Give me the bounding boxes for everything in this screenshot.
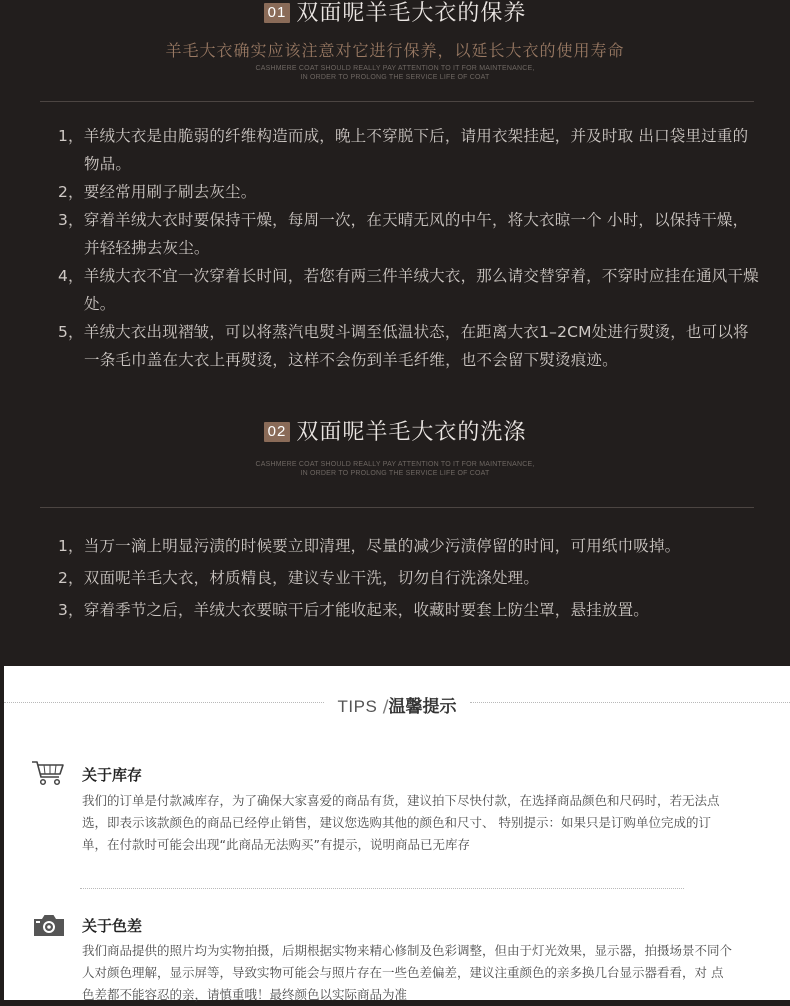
tips-separator	[80, 888, 684, 889]
section2-title-text: 双面呢羊毛大衣的洗涤	[296, 420, 527, 445]
section1-subtitle-en-line1: CASHMERE COAT SHOULD REALLY PAY ATTENTION TO IT FOR MAINTENANCE,	[255, 65, 535, 72]
section1-title-text: 双面呢羊毛大衣的保养	[296, 1, 527, 26]
section2-divider	[40, 507, 754, 508]
tips-panel	[4, 666, 790, 1000]
section2-subtitle-en-line2: IN ORDER TO PROLONG THE SERVICE LIFE OF COAT	[300, 470, 490, 477]
tips-title	[4, 692, 790, 717]
stock-description: 我们的订单是付款减库存，为了确保大家喜爱的商品有货，建议拍下尽快付款，在选择商品颜色和尺码时，若无法点选，即表示该款颜色的商品已经停止销售，建议您选购其他的颜色和尺寸、 特别提示：如果只是订购单位完成的订单，在付款时可能会出现“此商品无法购买”有提示，说明商品已无库存	[82, 793, 720, 852]
tips-title-en: TIPS	[337, 697, 378, 716]
section1-subtitle-english	[0, 64, 790, 82]
section2-subtitle-english	[0, 460, 790, 478]
section1-subtitle: 羊毛大衣确实应该注意对它进行保养，以延长大衣的使用寿命	[165, 41, 625, 60]
list-item: 1，当万一滴上明显污渍的时候要立即清理，尽量的减少污渍停留的时间，可用纸巾吸掉。	[58, 537, 681, 555]
section1-number-badge: 01	[264, 3, 291, 23]
list-item: 5，羊绒大衣出现褶皱，可以将蒸汽电熨斗调至低温状态，在距离大衣1–2CM处进行熨烫，也可以将一条毛巾盖在大衣上再熨烫，这样不会伤到羊毛纤维，也不会留下熨烫痕迹。	[58, 323, 749, 369]
shopping-cart-icon	[31, 760, 65, 786]
color-title: 关于色差	[82, 917, 143, 935]
tips-title-slash: /	[382, 697, 389, 717]
camera-icon	[32, 912, 66, 938]
list-item: 1，羊绒大衣是由脆弱的纤维构造而成，晚上不穿脱下后，请用衣架挂起，并及时取 出口袋里过重的物品。	[58, 127, 749, 173]
tips-title-zh: 温馨提示	[388, 697, 457, 717]
list-item: 3，穿着羊绒大衣时要保持干燥，每周一次，在天晴无风的中午，将大衣晾一个 小时，以保持干燥，并轻轻拂去灰尘。	[58, 211, 749, 257]
list-item: 3，穿着季节之后，羊绒大衣要晾干后才能收起来，收藏时要套上防尘罩，悬挂放置。	[58, 601, 649, 619]
color-description: 我们商品提供的照片均为实物拍摄，后期根据实物来精心修制及色彩调整，但由于灯光效果，显示器，拍摄场景不同个人对颜色理解，显示屏等，导致实物可能会与照片存在一些色差偏差，建议注重颜色的亲多换几台显示器看看，对 点色差都不能容忍的亲，请慎重哦！最终颜色以实际商品为准	[82, 943, 733, 1002]
section1-subtitle-en-line2: IN ORDER TO PROLONG THE SERVICE LIFE OF COAT	[300, 74, 490, 81]
list-item: 4，羊绒大衣不宜一次穿着长时间，若您有两三件羊绒大衣，那么请交替穿着，不穿时应挂在通风干燥处。	[58, 267, 759, 313]
section2-subtitle-en-line1: CASHMERE COAT SHOULD REALLY PAY ATTENTION TO IT FOR MAINTENANCE,	[255, 461, 535, 468]
stock-title: 关于库存	[82, 766, 143, 784]
section2-number-badge: 02	[264, 422, 291, 442]
section2-title	[0, 415, 790, 446]
section1-divider	[40, 101, 754, 102]
section2-washing-list	[58, 530, 760, 626]
list-item: 2，双面呢羊毛大衣，材质精良，建议专业干洗，切勿自行洗涤处理。	[58, 569, 540, 587]
section1-care-list	[58, 122, 760, 374]
section1-title	[0, 0, 790, 27]
list-item: 2，要经常用刷子刷去灰尘。	[58, 183, 257, 201]
